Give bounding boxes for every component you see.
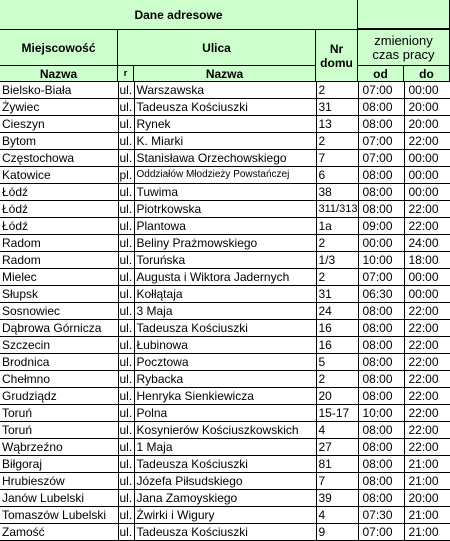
street-name-cell[interactable]: Jana Zamoyskiego (134, 490, 316, 507)
hours-to-cell[interactable]: 22:00 (404, 133, 450, 150)
subheader-do: do (404, 66, 450, 82)
hours-from-cell[interactable]: 08:00 (358, 99, 404, 116)
house-number-cell[interactable]: 9 (316, 524, 358, 541)
hours-from-cell[interactable]: 08:00 (358, 456, 404, 473)
table-row (0, 133, 450, 150)
street-name-cell[interactable]: Pocztowa (134, 354, 316, 371)
table-row (0, 473, 450, 490)
house-number-cell[interactable]: 1/3 (316, 252, 358, 269)
hours-from-cell[interactable]: 07:00 (358, 269, 404, 286)
street-name-cell[interactable]: Rynek (134, 116, 316, 133)
hours-from-cell[interactable]: 08:00 (358, 354, 404, 371)
subheader-nazwa-city: Nazwa (0, 66, 118, 82)
hours-from-cell[interactable]: 07:00 (358, 82, 404, 99)
city-cell[interactable]: Sosnowiec (0, 303, 118, 320)
hours-from-cell[interactable]: 08:00 (358, 116, 404, 133)
house-number-cell[interactable]: 2 (316, 82, 358, 99)
street-name-cell[interactable]: Piotrkowska (134, 201, 316, 218)
table-row (0, 116, 450, 133)
house-number-cell[interactable]: 6 (316, 167, 358, 184)
street-prefix-cell[interactable]: ul. (119, 134, 133, 148)
city-cell[interactable]: Słupsk (0, 286, 118, 303)
table-row (0, 371, 450, 388)
house-number-cell[interactable]: 2 (316, 235, 358, 252)
house-number-cell[interactable]: 27 (316, 439, 358, 456)
street-name-cell[interactable]: Tuwima (134, 184, 316, 201)
city-cell[interactable]: Szczecin (0, 337, 118, 354)
table-row (0, 388, 450, 405)
hours-from-cell[interactable]: 07:00 (358, 524, 404, 541)
house-number-cell[interactable]: 7 (316, 150, 358, 167)
address-table-body (0, 82, 450, 541)
street-prefix-cell[interactable]: ul. (119, 202, 133, 216)
city-cell[interactable]: Radom (0, 235, 118, 252)
street-prefix-cell[interactable]: ul. (119, 321, 133, 335)
subheader-prefix: r (118, 66, 134, 82)
street-name-cell[interactable]: Łubinowa (134, 337, 316, 354)
city-cell[interactable]: Mielec (0, 269, 118, 286)
street-name-cell[interactable]: 3 Maja (134, 303, 316, 320)
street-prefix-cell[interactable]: ul. (119, 491, 133, 505)
group-header-right (358, 0, 450, 30)
table-row (0, 269, 450, 286)
hours-to-cell[interactable]: 22:00 (404, 388, 450, 405)
hours-from-cell[interactable]: 08:00 (358, 388, 404, 405)
street-name-cell[interactable]: 1 Maja (134, 439, 316, 456)
hours-to-cell[interactable]: 21:00 (404, 456, 450, 473)
subheader-nazwa-street: Nazwa (134, 66, 316, 82)
house-number-cell[interactable]: 16 (316, 337, 358, 354)
city-cell[interactable]: Brodnica (0, 354, 118, 371)
hours-to-cell[interactable]: 22:00 (404, 218, 450, 235)
hours-to-cell[interactable]: 00:00 (404, 269, 450, 286)
city-cell[interactable]: Bielsko-Biała (0, 82, 118, 99)
hours-from-cell[interactable]: 08:00 (358, 184, 404, 201)
table-row (0, 456, 450, 473)
hours-from-cell[interactable]: 08:00 (358, 320, 404, 337)
house-number-cell[interactable]: 5 (316, 354, 358, 371)
hours-from-cell[interactable]: 10:00 (358, 405, 404, 422)
hours-to-cell[interactable]: 00:00 (404, 286, 450, 303)
address-table (0, 82, 450, 541)
house-number-cell[interactable]: 311/313 (316, 201, 358, 218)
hours-to-cell[interactable]: 21:00 (404, 507, 450, 524)
street-prefix-cell[interactable]: ul. (119, 83, 133, 97)
city-cell[interactable]: Tomaszów Lubelski (0, 507, 118, 524)
hours-from-cell[interactable]: 09:00 (358, 218, 404, 235)
street-prefix-cell[interactable]: ul. (119, 219, 133, 233)
hours-from-cell[interactable]: 07:00 (358, 150, 404, 167)
street-name-cell[interactable]: Józefa Piłsudskiego (134, 473, 316, 490)
hours-to-cell[interactable]: 20:00 (404, 490, 450, 507)
hours-to-cell[interactable]: 22:00 (404, 422, 450, 439)
table-row (0, 167, 450, 184)
hours-from-cell[interactable]: 10:00 (358, 252, 404, 269)
street-prefix-cell[interactable]: ul. (119, 423, 133, 437)
table-row (0, 320, 450, 337)
street-name-cell[interactable]: Beliny Prażmowskiego (134, 235, 316, 252)
hours-to-cell[interactable]: 18:00 (404, 252, 450, 269)
street-prefix-cell[interactable]: ul. (119, 389, 133, 403)
street-name-cell[interactable]: Oddziałów Młodzieży Powstańczej (134, 167, 316, 184)
house-number-cell[interactable]: 39 (316, 490, 358, 507)
hours-from-cell[interactable]: 08:00 (358, 422, 404, 439)
street-prefix-cell[interactable]: ul. (119, 457, 133, 471)
street-prefix-cell[interactable]: ul. (119, 100, 133, 114)
hours-to-cell[interactable]: 20:00 (404, 116, 450, 133)
table-row (0, 422, 450, 439)
street-name-cell[interactable]: Kosynierów Kościuszkowskich (134, 422, 316, 439)
hours-from-cell[interactable]: 07:00 (358, 133, 404, 150)
hours-from-cell[interactable]: 08:00 (358, 439, 404, 456)
street-prefix-cell[interactable]: ul. (119, 304, 133, 318)
house-number-cell[interactable]: 16 (316, 320, 358, 337)
house-number-cell[interactable]: 31 (316, 99, 358, 116)
table-row (0, 303, 450, 320)
table-row (0, 286, 450, 303)
street-prefix-cell[interactable]: ul. (119, 440, 133, 454)
hours-to-cell[interactable]: 22:00 (404, 405, 450, 422)
table-row (0, 507, 450, 524)
hours-from-cell[interactable]: 08:00 (358, 167, 404, 184)
table-row (0, 218, 450, 235)
house-number-cell[interactable]: 2 (316, 371, 358, 388)
col-header-miejscowosc: Miejscowość (0, 30, 118, 66)
hours-from-cell[interactable]: 06:30 (358, 286, 404, 303)
house-number-cell[interactable]: 31 (316, 286, 358, 303)
city-cell[interactable]: Żywiec (0, 99, 118, 116)
group-header-dane-adresowe: Dane adresowe (0, 0, 358, 30)
street-prefix-cell[interactable]: ul. (119, 406, 133, 420)
street-name-cell[interactable]: Rybacka (134, 371, 316, 388)
street-name-cell[interactable]: Tadeusza Kościuszki (134, 99, 316, 116)
house-number-cell[interactable]: 13 (316, 116, 358, 133)
hours-to-cell[interactable]: 00:00 (404, 82, 450, 99)
street-prefix-cell[interactable]: ul. (119, 474, 133, 488)
city-cell[interactable]: Bytom (0, 133, 118, 150)
city-cell[interactable]: Łódź (0, 184, 118, 201)
city-cell[interactable]: Chełmno (0, 371, 118, 388)
street-name-cell[interactable]: Tadeusza Kościuszki (134, 524, 316, 541)
house-number-cell[interactable]: 2 (316, 133, 358, 150)
hours-to-cell[interactable]: 00:00 (404, 150, 450, 167)
hours-from-cell[interactable]: 00:00 (358, 235, 404, 252)
subheader-od: od (358, 66, 404, 82)
city-cell[interactable]: Częstochowa (0, 150, 118, 167)
house-number-cell[interactable]: 24 (316, 303, 358, 320)
street-name-cell[interactable]: Tadeusza Kościuszki (134, 320, 316, 337)
street-prefix-cell[interactable]: ul. (119, 236, 133, 250)
table-row (0, 150, 450, 167)
street-prefix-cell[interactable]: pl. (119, 168, 133, 182)
table-row (0, 524, 450, 541)
hours-to-cell[interactable]: 20:00 (404, 99, 450, 116)
city-cell[interactable]: Toruń (0, 405, 118, 422)
table-row (0, 354, 450, 371)
street-name-cell[interactable]: Tadeusza Kościuszki (134, 456, 316, 473)
street-prefix-cell[interactable]: ul. (119, 253, 133, 267)
hours-from-cell[interactable]: 08:00 (358, 303, 404, 320)
street-name-cell[interactable]: Toruńska (134, 252, 316, 269)
table-row (0, 82, 450, 99)
hours-from-cell[interactable]: 07:30 (358, 507, 404, 524)
house-number-cell[interactable]: 4 (316, 422, 358, 439)
table-row (0, 337, 450, 354)
street-prefix-cell[interactable]: ul. (119, 270, 133, 284)
hours-to-cell[interactable]: 00:00 (404, 184, 450, 201)
street-name-cell[interactable]: Żwirki i Wigury (134, 507, 316, 524)
city-cell[interactable]: Katowice (0, 167, 118, 184)
street-prefix-cell[interactable]: ul. (119, 355, 133, 369)
street-name-cell[interactable]: K. Miarki (134, 133, 316, 150)
hours-to-cell[interactable]: 22:00 (404, 320, 450, 337)
col-header-zmieniony-czas-pracy: zmieniony czas pracy (358, 30, 450, 66)
hours-from-cell[interactable]: 08:00 (358, 337, 404, 354)
col-header-nr-domu: Nr domu (316, 30, 358, 82)
hours-from-cell[interactable]: 08:00 (358, 201, 404, 218)
city-cell[interactable]: Cieszyn (0, 116, 118, 133)
street-prefix-cell[interactable]: ul. (119, 185, 133, 199)
hours-to-cell[interactable]: 22:00 (404, 439, 450, 456)
city-cell[interactable]: Janów Lubelski (0, 490, 118, 507)
city-cell[interactable]: Grudziądz (0, 388, 118, 405)
city-cell[interactable]: Hrubieszów (0, 473, 118, 490)
city-cell[interactable]: Wąbrzeźno (0, 439, 118, 456)
table-row (0, 490, 450, 507)
street-name-cell[interactable]: Kołłątaja (134, 286, 316, 303)
hours-to-cell[interactable]: 00:00 (404, 167, 450, 184)
table-row (0, 235, 450, 252)
table-row (0, 405, 450, 422)
hours-to-cell[interactable]: 22:00 (404, 354, 450, 371)
street-name-cell[interactable]: Warszawska (134, 82, 316, 99)
city-cell[interactable]: Dąbrowa Górnicza (0, 320, 118, 337)
street-prefix-cell[interactable]: ul. (119, 151, 133, 165)
street-prefix-cell[interactable]: ul. (119, 287, 133, 301)
table-row (0, 439, 450, 456)
house-number-cell[interactable]: 15-17 (316, 405, 358, 422)
col-header-ulica: Ulica (118, 30, 316, 66)
hours-from-cell[interactable]: 08:00 (358, 371, 404, 388)
hours-to-cell[interactable]: 24:00 (404, 235, 450, 252)
house-number-cell[interactable]: 20 (316, 388, 358, 405)
street-prefix-cell[interactable]: ul. (119, 508, 133, 522)
hours-from-cell[interactable]: 08:00 (358, 490, 404, 507)
street-name-cell[interactable]: Polna (134, 405, 316, 422)
city-cell[interactable]: Radom (0, 252, 118, 269)
street-prefix-cell[interactable]: ul. (119, 117, 133, 131)
house-number-cell[interactable]: 81 (316, 456, 358, 473)
table-row (0, 99, 450, 116)
street-name-cell[interactable]: Augusta i Wiktora Jadernych (134, 269, 316, 286)
city-cell[interactable]: Toruń (0, 422, 118, 439)
table-row (0, 252, 450, 269)
street-name-cell[interactable]: Stanisława Orzechowskiego (134, 150, 316, 167)
city-cell[interactable]: Łódź (0, 201, 118, 218)
table-row (0, 184, 450, 201)
house-number-cell[interactable]: 7 (316, 473, 358, 490)
house-number-cell[interactable]: 38 (316, 184, 358, 201)
table-row (0, 201, 450, 218)
hours-to-cell[interactable]: 22:00 (404, 337, 450, 354)
hours-from-cell[interactable]: 08:00 (358, 473, 404, 490)
city-cell[interactable]: Biłgoraj (0, 456, 118, 473)
house-number-cell[interactable]: 1a (316, 218, 358, 235)
hours-to-cell[interactable]: 22:00 (404, 201, 450, 218)
house-number-cell[interactable]: 4 (316, 507, 358, 524)
street-prefix-cell[interactable]: ul. (119, 525, 133, 539)
street-prefix-cell[interactable]: ul. (119, 372, 133, 386)
hours-to-cell[interactable]: 21:00 (404, 473, 450, 490)
hours-to-cell[interactable]: 21:00 (404, 524, 450, 541)
city-cell[interactable]: Łódź (0, 218, 118, 235)
hours-to-cell[interactable]: 22:00 (404, 303, 450, 320)
city-cell[interactable]: Zamość (0, 524, 118, 541)
hours-to-cell[interactable]: 22:00 (404, 371, 450, 388)
house-number-cell[interactable]: 2 (316, 269, 358, 286)
street-prefix-cell[interactable]: ul. (119, 338, 133, 352)
street-name-cell[interactable]: Plantowa (134, 218, 316, 235)
street-name-cell[interactable]: Henryka Sienkiewicza (134, 388, 316, 405)
